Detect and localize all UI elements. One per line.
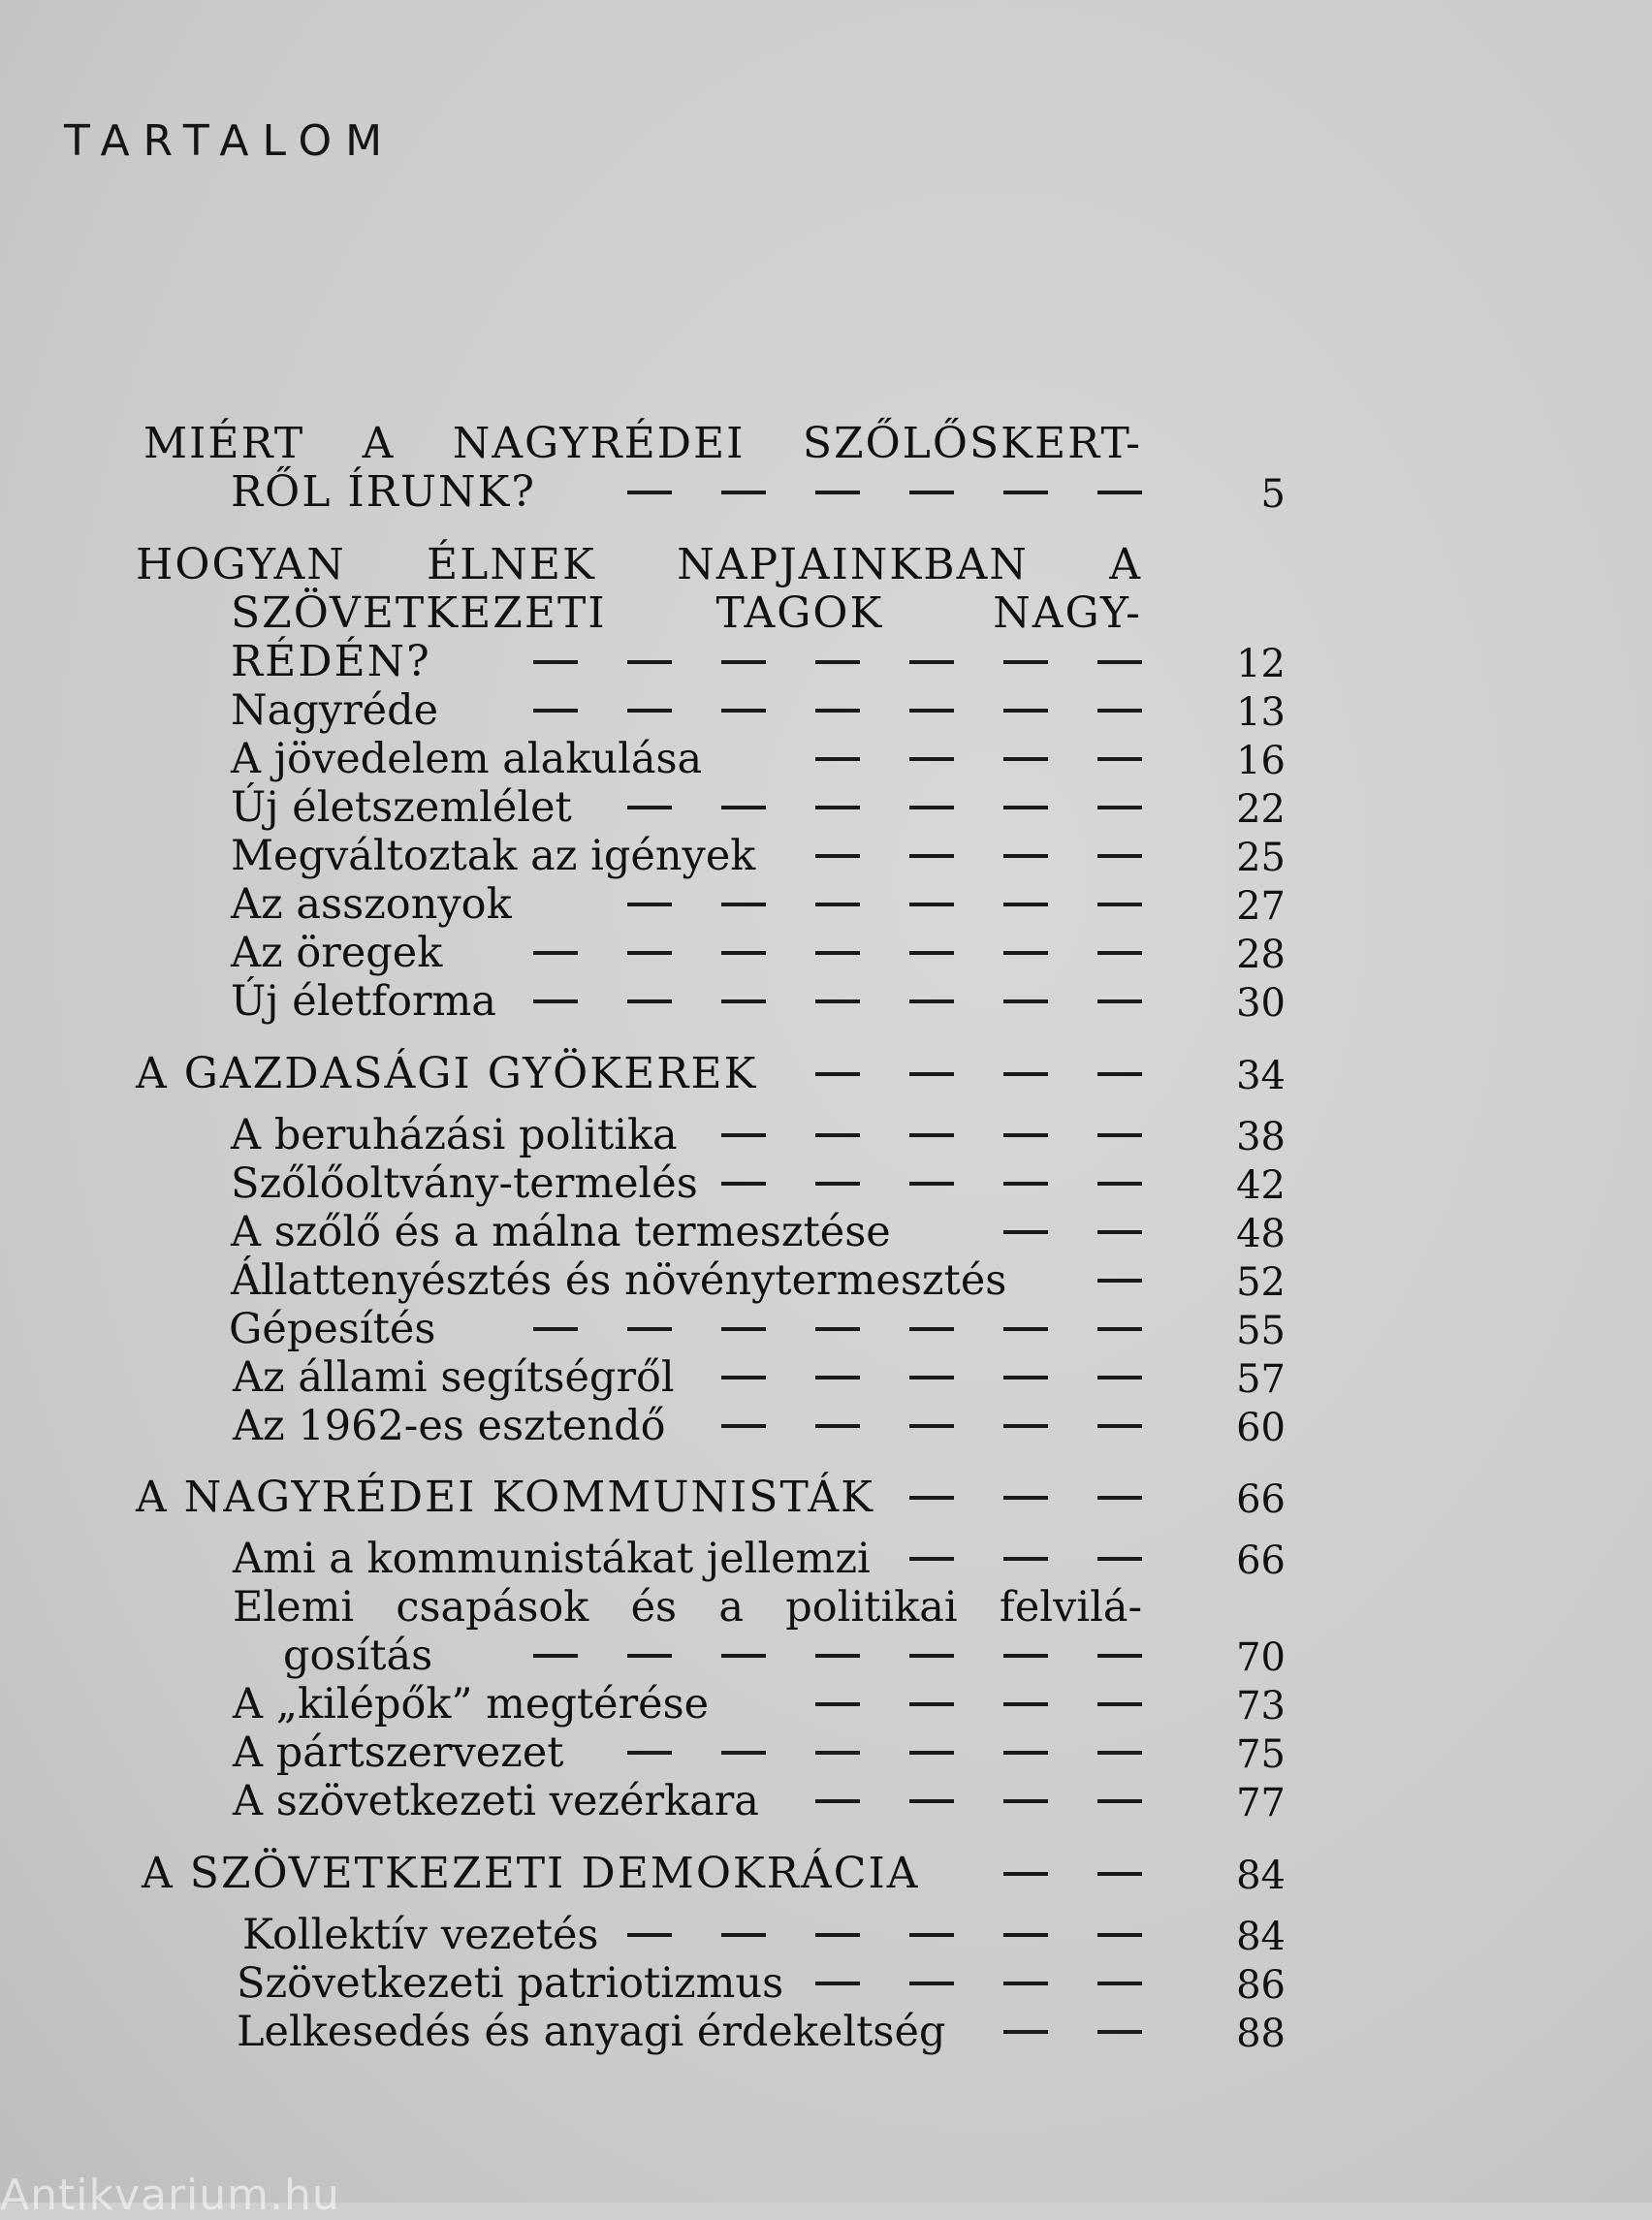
dash-leader xyxy=(721,1654,766,1658)
dash-leader xyxy=(1097,1327,1142,1331)
dash-leader xyxy=(721,1376,766,1380)
toc-page-number: 88 xyxy=(1236,2012,1286,2056)
dash-leader xyxy=(1097,1424,1142,1428)
toc-entry-title: A NAGYRÉDEI KOMMUNISTÁK xyxy=(136,1473,875,1522)
dash-leader xyxy=(815,854,860,858)
dash-leader xyxy=(909,660,954,664)
dash-leader xyxy=(1097,1072,1142,1076)
toc-page-number: 75 xyxy=(1236,1732,1286,1777)
dash-leader xyxy=(1097,1654,1142,1658)
toc-page-number: 86 xyxy=(1236,1963,1286,2008)
dash-leader xyxy=(815,1376,860,1380)
dash-leader xyxy=(909,806,954,809)
toc-entry-title: Az 1962-es esztendő xyxy=(233,1402,666,1450)
dash-leader xyxy=(533,999,578,1003)
dash-leader xyxy=(909,1376,954,1380)
dash-leader xyxy=(909,1496,954,1500)
toc-entry-title: RÉDÉN? xyxy=(231,637,431,686)
toc-page-number: 30 xyxy=(1236,981,1286,1026)
toc-entry-title: Szőlőoltvány-termelés xyxy=(231,1159,698,1208)
dash-leader xyxy=(909,1982,954,1985)
dash-leader xyxy=(815,951,860,955)
toc-page-number: 84 xyxy=(1236,1854,1286,1898)
dash-leader xyxy=(721,999,766,1003)
toc-entry-title: A GAZDASÁGI GYÖKEREK xyxy=(136,1049,758,1098)
toc-entry-title: A jövedelem alakulása xyxy=(231,735,703,783)
dash-leader xyxy=(1097,999,1142,1003)
dash-leader xyxy=(1097,903,1142,906)
dash-leader xyxy=(815,1072,860,1076)
dash-leader xyxy=(533,1654,578,1658)
toc-page-number: 70 xyxy=(1236,1635,1286,1680)
dash-leader xyxy=(721,806,766,809)
dash-leader xyxy=(909,999,954,1003)
dash-leader xyxy=(815,1799,860,1803)
dash-leader xyxy=(1003,1702,1048,1706)
dash-leader xyxy=(1003,1182,1048,1186)
dash-leader xyxy=(1097,660,1142,664)
dash-leader xyxy=(721,1327,766,1331)
dash-leader xyxy=(721,491,766,494)
dash-leader xyxy=(815,660,860,664)
toc-page-number: 38 xyxy=(1236,1115,1286,1159)
watermark: Antikvarium.hu xyxy=(0,2171,340,2220)
toc-entry-title: A szőlő és a málna termesztése xyxy=(231,1208,891,1256)
dash-leader xyxy=(721,1751,766,1755)
dash-leader xyxy=(627,999,672,1003)
page-heading: TARTALOM xyxy=(64,116,397,166)
dash-leader xyxy=(1003,1327,1048,1331)
dash-leader xyxy=(909,1327,954,1331)
dash-leader xyxy=(909,1933,954,1937)
dash-leader xyxy=(1003,1872,1048,1876)
dash-leader xyxy=(721,951,766,955)
toc-page-number: 22 xyxy=(1236,787,1286,832)
dash-leader xyxy=(909,1424,954,1428)
dash-leader xyxy=(1003,1424,1048,1428)
dash-leader xyxy=(1003,806,1048,809)
dash-leader xyxy=(721,1133,766,1137)
dash-leader xyxy=(1003,1133,1048,1137)
dash-leader xyxy=(815,757,860,761)
toc-entry-title: A „kilépők” megtérése xyxy=(233,1680,710,1728)
dash-leader xyxy=(1003,1654,1048,1658)
dash-leader xyxy=(1097,1933,1142,1937)
dash-leader xyxy=(909,491,954,494)
dash-leader xyxy=(1097,806,1142,809)
dash-leader xyxy=(627,903,672,906)
dash-leader xyxy=(909,1799,954,1803)
dash-leader xyxy=(909,1133,954,1137)
dash-leader xyxy=(815,1424,860,1428)
dash-leader xyxy=(1003,903,1048,906)
dash-leader xyxy=(1003,1933,1048,1937)
dash-leader xyxy=(1097,709,1142,713)
dash-leader xyxy=(1097,2030,1142,2034)
toc-page-number: 55 xyxy=(1236,1309,1286,1353)
dash-leader xyxy=(533,1327,578,1331)
dash-leader xyxy=(909,1702,954,1706)
dash-leader xyxy=(627,1933,672,1937)
toc-page-number: 77 xyxy=(1236,1781,1286,1825)
dash-leader xyxy=(627,660,672,664)
dash-leader xyxy=(1097,1872,1142,1876)
dash-leader xyxy=(1003,1799,1048,1803)
dash-leader xyxy=(627,491,672,494)
toc-entry-title: Új életszemlélet xyxy=(231,783,572,832)
dash-leader xyxy=(1003,2030,1048,2034)
toc-entry-title: Gépesítés xyxy=(229,1305,436,1353)
toc-page-number: 16 xyxy=(1236,739,1286,783)
dash-leader xyxy=(1097,1230,1142,1234)
toc-entry-title: Elemi csapások és a politikai felvilá- xyxy=(233,1583,1142,1632)
dash-leader xyxy=(1097,1702,1142,1706)
dash-leader xyxy=(1003,491,1048,494)
dash-leader xyxy=(1003,999,1048,1003)
dash-leader xyxy=(1097,951,1142,955)
dash-leader xyxy=(909,1072,954,1076)
toc-entry-title: Nagyréde xyxy=(231,686,439,735)
dash-leader xyxy=(1003,660,1048,664)
dash-leader xyxy=(1003,1072,1048,1076)
dash-leader xyxy=(1097,1182,1142,1186)
dash-leader xyxy=(815,1751,860,1755)
toc-page-number: 84 xyxy=(1236,1915,1286,1959)
toc-page-number: 5 xyxy=(1260,472,1286,517)
dash-leader xyxy=(909,1751,954,1755)
dash-leader xyxy=(1097,1751,1142,1755)
dash-leader xyxy=(721,1182,766,1186)
toc-entry-title: A SZÖVETKEZETI DEMOKRÁCIA xyxy=(142,1849,920,1898)
dash-leader xyxy=(815,491,860,494)
toc-entry-title: Az öregek xyxy=(231,929,443,977)
toc-page-number: 42 xyxy=(1236,1163,1286,1208)
dash-leader xyxy=(721,1424,766,1428)
toc-entry-title: Ami a kommunistákat jellemzi xyxy=(233,1535,871,1583)
dash-leader xyxy=(815,1182,860,1186)
toc-entry-title: Az állami segítségről xyxy=(233,1353,675,1402)
dash-leader xyxy=(815,1327,860,1331)
dash-leader xyxy=(1097,1799,1142,1803)
toc-page-number: 57 xyxy=(1236,1357,1286,1402)
toc-page-number: 52 xyxy=(1236,1260,1286,1305)
dash-leader xyxy=(627,951,672,955)
dash-leader xyxy=(1097,1496,1142,1500)
dash-leader xyxy=(1003,854,1048,858)
toc-page-number: 25 xyxy=(1236,836,1286,880)
dash-leader xyxy=(1097,1557,1142,1561)
dash-leader xyxy=(909,709,954,713)
dash-leader xyxy=(627,709,672,713)
dash-leader xyxy=(909,1654,954,1658)
dash-leader xyxy=(815,1702,860,1706)
toc-page-number: 73 xyxy=(1236,1684,1286,1728)
dash-leader xyxy=(909,903,954,906)
toc-entry-title: Új életforma xyxy=(231,977,496,1026)
dash-leader xyxy=(533,660,578,664)
dash-leader xyxy=(533,709,578,713)
toc-page-number: 34 xyxy=(1236,1054,1286,1098)
toc-entry-title: A pártszervezet xyxy=(233,1728,564,1777)
toc-entry-title: RŐL ÍRUNK? xyxy=(231,467,536,517)
dash-leader xyxy=(815,1654,860,1658)
dash-leader xyxy=(815,1133,860,1137)
toc-page-number: 12 xyxy=(1236,642,1286,686)
dash-leader xyxy=(909,854,954,858)
toc-entry-title: Állattenyésztés és növénytermesztés xyxy=(231,1256,1007,1305)
dash-leader xyxy=(1097,1133,1142,1137)
dash-leader xyxy=(721,660,766,664)
dash-leader xyxy=(1097,1376,1142,1380)
toc-page-number: 66 xyxy=(1236,1477,1286,1522)
toc-entry-title: A szövetkezeti vezérkara xyxy=(233,1777,759,1825)
dash-leader xyxy=(1003,1230,1048,1234)
toc-entry-title: gosítás xyxy=(283,1632,433,1680)
dash-leader xyxy=(815,1982,860,1985)
toc-page-number: 66 xyxy=(1236,1538,1286,1583)
dash-leader xyxy=(1003,709,1048,713)
dash-leader xyxy=(1097,491,1142,494)
dash-leader xyxy=(1003,1982,1048,1985)
dash-leader xyxy=(1003,1557,1048,1561)
dash-leader xyxy=(815,1933,860,1937)
dash-leader xyxy=(815,709,860,713)
dash-leader xyxy=(1097,757,1142,761)
dash-leader xyxy=(815,806,860,809)
dash-leader xyxy=(1097,1279,1142,1283)
toc-entry-title: Lelkesedés és anyagi érdekeltség xyxy=(237,2008,946,2056)
dash-leader xyxy=(627,1654,672,1658)
dash-leader xyxy=(909,951,954,955)
toc-entry-title: SZÖVETKEZETI TAGOK NAGY- xyxy=(231,588,1142,638)
dash-leader xyxy=(721,903,766,906)
toc-page-number: 48 xyxy=(1236,1212,1286,1256)
toc-entry-title: Megváltoztak az igények xyxy=(231,832,756,880)
dash-leader xyxy=(1003,951,1048,955)
dash-leader xyxy=(1097,1982,1142,1985)
toc-entry-title: Szövetkezeti patriotizmus xyxy=(237,1959,784,2008)
dash-leader xyxy=(627,1751,672,1755)
dash-leader xyxy=(627,1327,672,1331)
dash-leader xyxy=(1097,854,1142,858)
toc-entry-title: A beruházási politika xyxy=(231,1111,678,1159)
toc-page-number: 60 xyxy=(1236,1406,1286,1450)
toc-page-number: 28 xyxy=(1236,933,1286,977)
toc-page-number: 27 xyxy=(1236,884,1286,929)
dash-leader xyxy=(1003,757,1048,761)
dash-leader xyxy=(1003,1376,1048,1380)
dash-leader xyxy=(1003,1496,1048,1500)
toc-entry-title: MIÉRT A NAGYRÉDEI SZŐLŐSKERT- xyxy=(143,419,1142,468)
dash-leader xyxy=(815,903,860,906)
dash-leader xyxy=(533,951,578,955)
dash-leader xyxy=(627,806,672,809)
toc-entry-title: Kollektív vezetés xyxy=(242,1911,599,1959)
toc-entry-title: Az asszonyok xyxy=(231,880,512,929)
dash-leader xyxy=(909,1182,954,1186)
dash-leader xyxy=(721,1933,766,1937)
dash-leader xyxy=(909,1557,954,1561)
dash-leader xyxy=(721,709,766,713)
toc-entry-title: HOGYAN ÉLNEK NAPJAINKBAN A xyxy=(136,540,1142,589)
dash-leader xyxy=(815,999,860,1003)
toc-page-number: 13 xyxy=(1236,690,1286,735)
dash-leader xyxy=(1003,1751,1048,1755)
dash-leader xyxy=(909,757,954,761)
